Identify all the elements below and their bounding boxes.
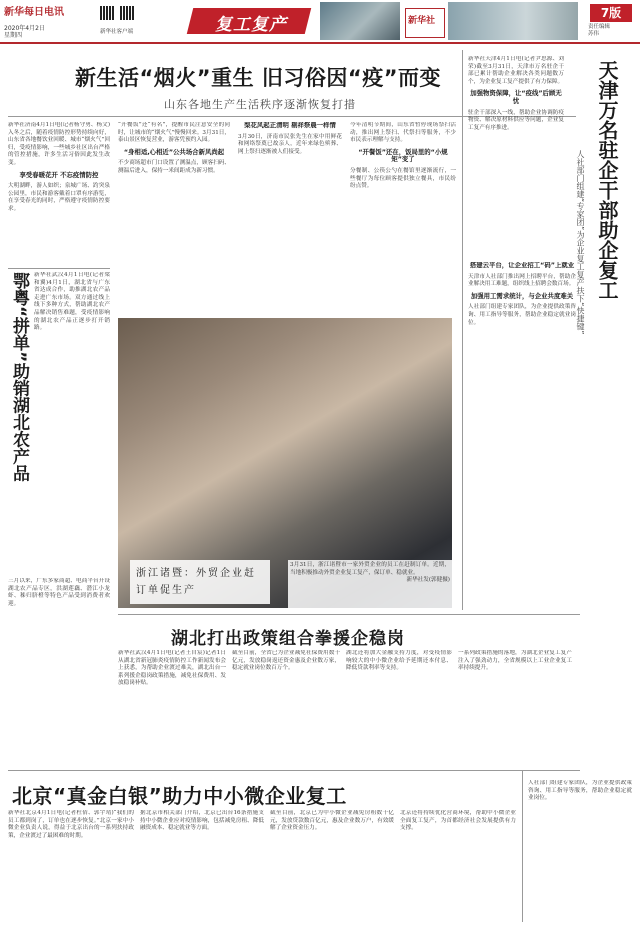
- tianjin-subhead-2: 搭建云平台，让企业招工“码”上就业: [469, 262, 575, 269]
- qr-code-icon: [120, 6, 134, 20]
- tianjin-text-1: 新华社天津4月1日电(记者尹思源、刘荣)截至3月31日，天津市万名驻企干部已累计帮助企业解决各类问题数万个，为企业复工复产提供了有力保障。: [468, 56, 564, 85]
- newspaper-name: 新华每日电讯: [4, 7, 64, 18]
- issue-date: [4, 25, 45, 39]
- page-number: 7版: [590, 4, 632, 22]
- tianjin-col-2: [468, 262, 576, 604]
- main-subhead-3: 梨花风起正清明 剔祥祭晨一样情: [244, 122, 336, 129]
- main-headline: 新生活“烟火”重生 旧习俗因“疫”而变: [74, 66, 442, 90]
- logo-text: 新华社: [408, 16, 436, 26]
- main-text-2b: 不少商场超市门口设置了测温点，顾客扫码、测温后进入，保持一米间距成为新习惯。: [118, 160, 230, 174]
- main-deck: 山东各地生产生活秩序逐渐恢复打措: [164, 98, 356, 111]
- tianjin-text-4: 人社部门组建专家团队，为企业提供政策咨询、用工指导等服务，帮助企业稳定就业岗位。: [528, 780, 632, 802]
- beijing-col-1: [8, 810, 134, 920]
- tianjin-col-1: [468, 56, 564, 256]
- tianjin-text-2: 天津市人社部门推出网上招聘平台，帮助企业解决用工难题，组织线上招聘会数百场。: [468, 273, 576, 288]
- hubei-text-2: 截至目前，全省已为企业减免社保费用数十亿元，发放稳岗返还资金惠及企业数万家，稳定就业岗位数百万个。: [232, 650, 340, 672]
- left-col-1: [34, 272, 110, 572]
- main-text-3: 3月30日，济南市民张先生在家中用鲜花和网络祭奠已故亲人，近年来绿色殡葬、网上祭扫逐渐被人们接受。: [238, 133, 342, 155]
- masthead-photo-right: [448, 2, 578, 40]
- main-text-4b: 分餐制、公筷公勺在餐馆里逐渐流行，一些餐厅为每位顾客提供独立餐具，市民纷纷点赞。: [350, 167, 456, 190]
- main-col-4: [350, 122, 456, 312]
- main-col-1: [8, 122, 110, 262]
- beijing-text-2: 据北京市相关部门介绍，北京已出台16条措施支持中小微企业应对疫情影响，包括减免房租、降低融资成本、稳定就业等方面。: [140, 810, 264, 832]
- hubei-col-1: [118, 650, 226, 762]
- tianjin-col-3: [528, 780, 632, 920]
- tianjin-headline: 天津万名驻企干部助企复工: [595, 60, 619, 300]
- main-subhead-2: “身相适,心相近”公共场合新风尚起: [123, 147, 225, 156]
- photo-caption: [288, 560, 452, 608]
- weekday-text: 星期四: [4, 32, 23, 39]
- left-text-2: 三月以来，广东多家商超、电商平台开设湖北农产品专区，洪湖莲藕、潜江小龙虾、秭归脐橙等特色产品受到消费者欢迎。: [8, 578, 110, 607]
- hubei-text-1: 新华社武汉4月1日电(记者王自宸)记者1日从湖北省新冠肺炎疫情防控工作新闻发布会上获悉，为帮助企业渡过难关，湖北出台一系列援企稳岗政策措施，减免社保费用、发放稳岗补贴。: [118, 650, 226, 687]
- editor-label: 责任编辑: [588, 24, 611, 30]
- beijing-headline: 北京“真金白银”助力中小微企业复工: [12, 784, 347, 808]
- hubei-col-4: [458, 650, 572, 762]
- left-text-1: 新华社武汉4月1日电(记者梁和翼)4月1日，湖北省与广东省达成合作，助推湖北农产品走进广东市场。双方通过线上线下多种方式，帮助湖北农产品解决销售难题，受疫情影响的湖北农产品正逐步打开销路。: [34, 272, 110, 332]
- editor-credit: [588, 24, 610, 38]
- qr-code-icon: [100, 6, 114, 20]
- main-subhead-1: 享受春暖花开 不忘疫情防控: [19, 170, 99, 179]
- hubei-col-2: [232, 650, 340, 762]
- photo-caption-title: 浙江诸暨：外贸企业赶订单促生产: [136, 568, 256, 596]
- beijing-col-4: [400, 810, 516, 920]
- beijing-text-3: 截至目前，北京已为中小微企业减免房租数十亿元，发放贷款数百亿元，惠及企业数万户，有效缓解了企业资金压力。: [270, 810, 394, 832]
- main-text-1: 新华社济南4月1日电(记者杨守勇、杨文)入冬之后，随着疫情防控形势持续向好，山东省各地餐饮业回暖、城市“烟火气”回归，受疫情影响，一些城乡社区出台严格的管控措施，许多生活习俗因此发生改变。: [8, 122, 110, 166]
- hubei-headline: 湖北打出政策组合拳援企稳岗: [171, 629, 405, 649]
- left-col-2: [8, 578, 110, 774]
- editor-name: 苏伟: [588, 31, 600, 37]
- left-headline: 鄂粤“拼单”助销湖北农产品: [9, 272, 29, 482]
- beijing-text-1: 新华社北京4月1日电(记者杜倩、郭宇靖)“我们的员工都到岗了，订单也在逐步恢复。”北京一家中小微企业负责人说，得益于北京出台的一系列扶持政策，企业渡过了最困难的时期。: [8, 810, 134, 839]
- hubei-col-3: [346, 650, 452, 762]
- date-text: 2020年4月2日: [4, 25, 45, 32]
- photo-caption-text: 3月31日，浙江诸暨市一家外贸企业的员工在赶制订单。近期，当地积极推动外贸企业复工复产，保订单、稳就业。: [290, 562, 450, 576]
- beijing-text-4: 北京还将持续优化营商环境，帮助中小微企业全面复工复产，为首都经济社会发展提供有力支撑。: [400, 810, 516, 832]
- masthead-photo: [320, 2, 400, 40]
- tianjin-subhead-3: 加强用工需求统计，与企业共度难关: [470, 291, 574, 300]
- section-title: 复工复产: [215, 15, 287, 35]
- beijing-col-2: [140, 810, 264, 920]
- main-col-3: [238, 122, 342, 312]
- main-text-1b: 大明湖畔，游人如织；泉城广场、趵突泉公园里，市民和游客戴着口罩有序游览，在享受春光的同时，严格遵守疫情防控要求。: [8, 183, 110, 212]
- tianjin-text-1b: 驻企干部深入一线，帮助企业协调防疫物资、解决原材料供应等问题，企业复工复产有序推进。: [468, 109, 564, 131]
- main-text-2: “开餐饭”还“有名”，提醒市民注意安全的同时，让城市的“烟火气”慢慢回来。3月31日，泰山景区恢复营业，游客凭预约入园。: [118, 122, 230, 144]
- tianjin-deck: 人社部门组建“专家团”为企业复工复产扶下“快捷键”: [576, 150, 585, 335]
- beijing-col-3: [270, 810, 394, 920]
- photo-credit: 新华社发(郭健摄): [406, 577, 450, 584]
- tianjin-subhead-1: 加强物资保障，让“疫线”后顾无忧: [470, 89, 562, 105]
- qr-label: 新华社客户端: [100, 29, 134, 35]
- tianjin-text-3: 人社部门组建专家团队，为企业提供政策咨询、用工指导等服务，帮助企业稳定就业岗位。: [468, 304, 576, 326]
- main-subhead-4: “开餐饭”还在，饭局里的“小规矩”变了: [358, 147, 448, 164]
- hubei-text-4: 一系列政策措施的落地，为湖北企业复工复产注入了强劲动力，全省规模以上工业企业复工率持续提升。: [458, 650, 572, 672]
- hubei-text-3: 湖北还将加大金融支持力度，对受疫情影响较大的中小微企业给予延期还本付息、降低贷款利率等支持。: [346, 650, 452, 672]
- main-text-4: 今年清明节期间，山东省暂停现场祭扫活动，推出网上祭扫、代祭扫等服务，不少市民表示理解与支持。: [350, 122, 456, 144]
